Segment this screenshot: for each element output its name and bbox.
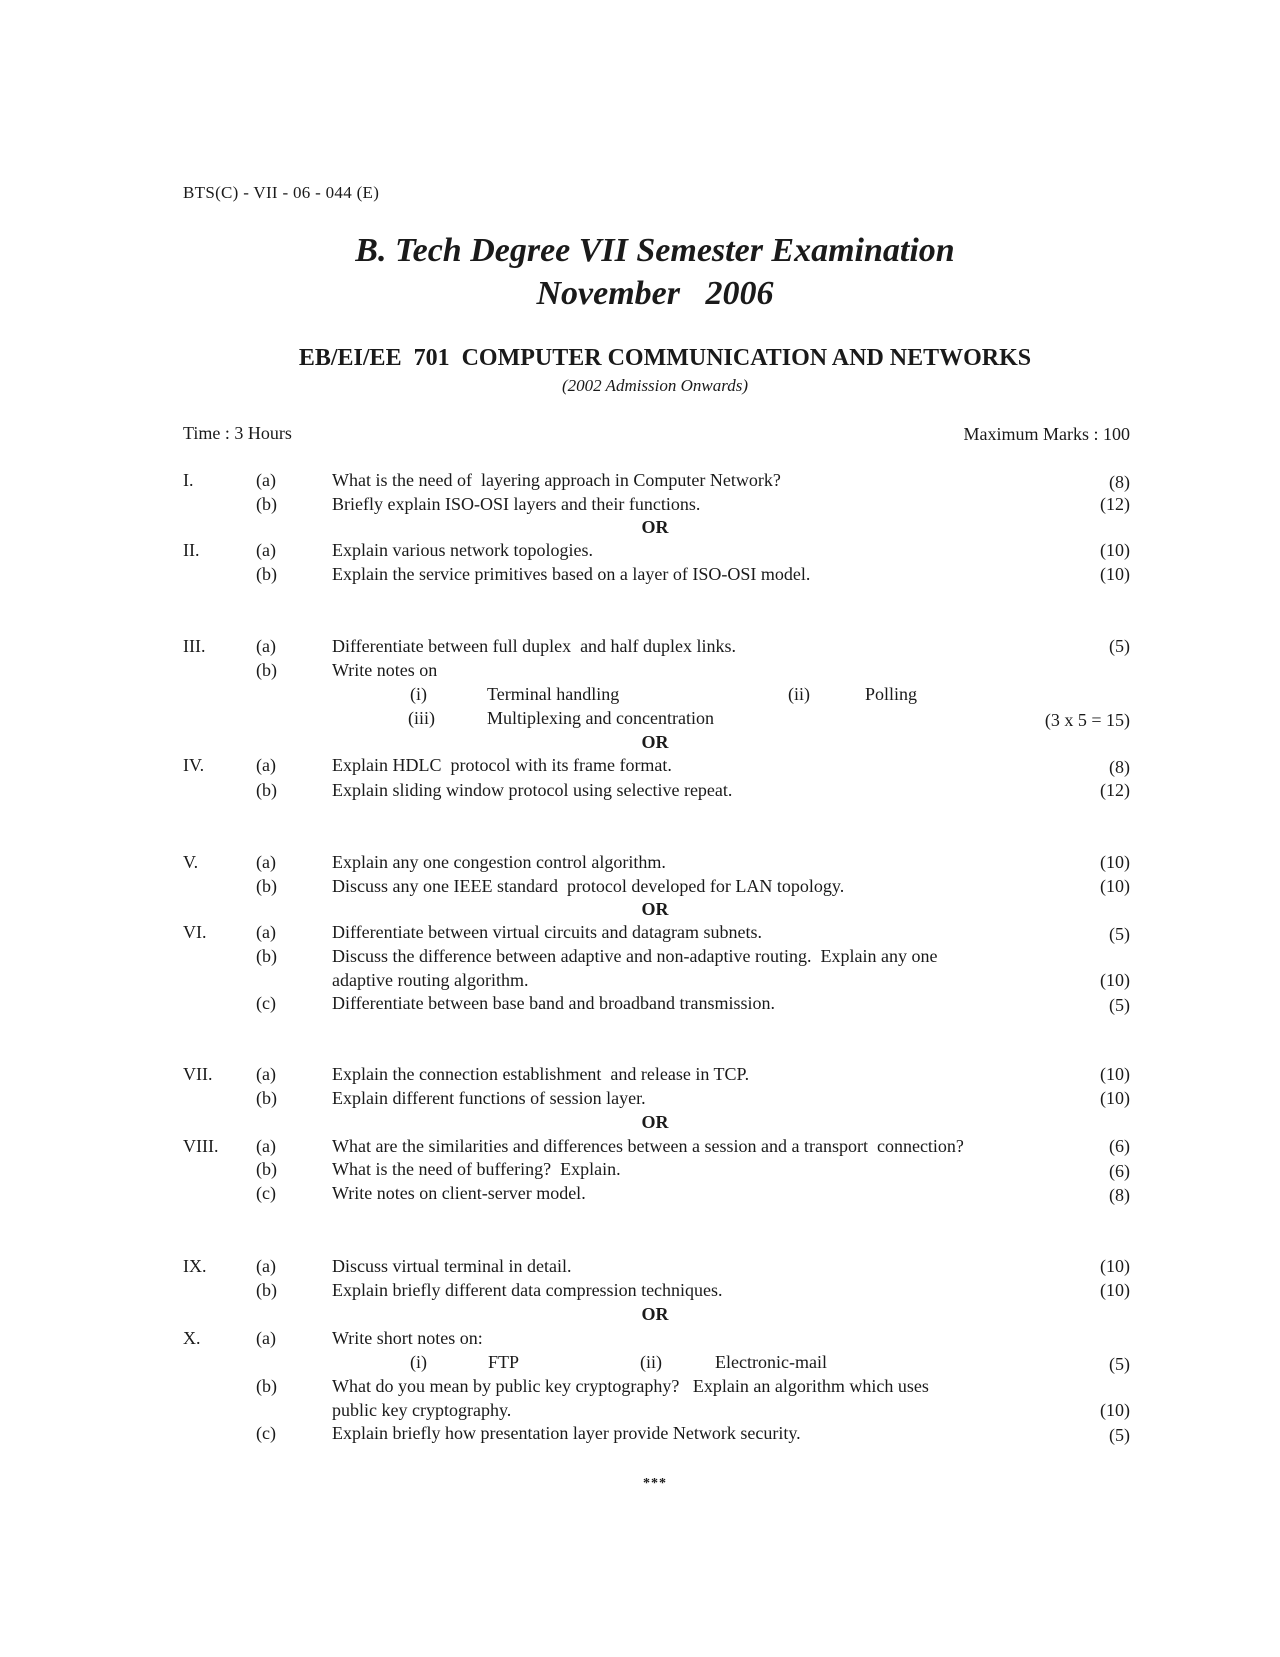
question-text: Explain sliding window protocol using selective repeat. [332,780,733,800]
marks: (5) [1109,995,1130,1015]
marks: (10) [1100,1088,1130,1108]
marks: (10) [1100,540,1130,560]
marks: (10) [1100,1064,1130,1084]
sub-part-label: (i) [410,1352,427,1372]
marks: (6) [1109,1161,1130,1181]
sub-part-text: Multiplexing and concentration [487,708,714,728]
admission-note: (2002 Admission Onwards) [561,376,749,395]
part-label: (b) [256,780,277,800]
question-number: IV. [183,755,205,775]
marks: (10) [1100,1256,1130,1276]
part-label: (b) [256,494,277,514]
question-text: What is the need of layering approach in Computer Network? [332,470,781,490]
part-label: (b) [256,660,277,680]
end-of-paper-mark: *** [643,1476,667,1491]
question-number: VIII. [183,1136,219,1156]
question-number: III. [183,636,206,656]
part-label: (a) [256,470,276,490]
marks: (10) [1100,852,1130,872]
marks: (6) [1109,1136,1130,1156]
sub-part-label: (ii) [640,1352,662,1372]
part-label: (c) [256,1183,276,1203]
part-label: (c) [256,1423,276,1443]
marks: (10) [1100,1280,1130,1300]
sub-part-text: Electronic-mail [715,1352,827,1372]
question-text: Discuss virtual terminal in detail. [332,1256,572,1276]
question-text: Discuss any one IEEE standard protocol developed for LAN topology. [332,876,845,896]
question-text: Briefly explain ISO-OSI layers and their functions. [332,494,701,514]
part-label: (b) [256,1088,277,1108]
question-text: What are the similarities and differences between a session and a transport connection? [332,1136,964,1156]
sub-part-text: FTP [488,1352,520,1372]
marks: (8) [1109,1185,1130,1205]
marks: (10) [1100,1400,1130,1420]
sub-part-text: Polling [865,684,918,704]
question-text: Write notes on [332,660,438,680]
part-label: (c) [256,993,276,1013]
question-number: IX. [183,1256,207,1276]
question-text: Explain the service primitives based on a layer of ISO-OSI model. [332,564,811,584]
part-label: (a) [256,922,276,942]
question-text: Differentiate between full duplex and half duplex links. [332,636,737,656]
marks: (8) [1109,757,1130,777]
marks: (12) [1100,780,1130,800]
question-number: X. [183,1328,201,1348]
question-text: Write short notes on: [332,1328,483,1348]
exam-date: November 2006 [536,275,774,312]
question-text-continued: adaptive routing algorithm. [332,970,529,990]
question-text: Differentiate between virtual circuits and datagram subnets. [332,922,763,942]
question-number: VI. [183,922,207,942]
question-text: What do you mean by public key cryptography? Explain an algorithm which uses [332,1376,929,1396]
part-label: (b) [256,1280,277,1300]
question-text: Explain various network topologies. [332,540,593,560]
part-label: (b) [256,946,277,966]
marks: (5) [1109,1425,1130,1445]
question-text: Explain briefly how presentation layer provide Network security. [332,1423,801,1443]
part-label: (b) [256,1376,277,1396]
or-separator: OR [641,1112,669,1132]
part-label: (a) [256,1064,276,1084]
paper-code: BTS(C) - VII - 06 - 044 (E) [183,183,380,202]
question-text: Explain any one congestion control algorithm. [332,852,666,872]
maximum-marks: Maximum Marks : 100 [963,424,1130,444]
question-number: II. [183,540,200,560]
part-label: (a) [256,755,276,775]
marks: (5) [1109,1354,1130,1374]
question-text: Explain HDLC protocol with its frame format. [332,755,672,775]
exam-title: B. Tech Degree VII Semester Examination [355,232,955,269]
or-separator: OR [641,899,669,919]
marks: (8) [1109,472,1130,492]
part-label: (b) [256,876,277,896]
sub-part-text: Terminal handling [487,684,620,704]
marks: (5) [1109,636,1130,656]
part-label: (a) [256,636,276,656]
or-separator: OR [641,517,669,537]
sub-part-label: (ii) [788,684,810,704]
question-number: I. [183,470,194,490]
sub-part-label: (iii) [408,708,435,728]
part-label: (b) [256,564,277,584]
part-label: (a) [256,1256,276,1276]
marks: (3 x 5 = 15) [1044,710,1130,730]
time-allowed: Time : 3 Hours [183,423,292,443]
part-label: (a) [256,852,276,872]
question-number: VII. [183,1064,213,1084]
question-text-continued: public key cryptography. [332,1400,512,1420]
sub-part-label: (i) [410,684,427,704]
part-label: (b) [256,1159,277,1179]
question-text: Differentiate between base band and broadband transmission. [332,993,776,1013]
marks: (5) [1109,924,1130,944]
or-separator: OR [641,1304,669,1324]
part-label: (a) [256,540,276,560]
marks: (10) [1100,970,1130,990]
or-separator: OR [641,732,669,752]
marks: (12) [1100,494,1130,514]
question-text: Explain briefly different data compression techniques. [332,1280,723,1300]
question-text: Explain the connection establishment and release in TCP. [332,1064,750,1084]
marks: (10) [1100,564,1130,584]
question-text: What is the need of buffering? Explain. [332,1159,621,1179]
subject-title: EB/EI/EE 701 COMPUTER COMMUNICATION AND NETWORKS [298,345,1032,371]
question-number: V. [183,852,199,872]
part-label: (a) [256,1328,276,1348]
question-text: Discuss the difference between adaptive and non-adaptive routing. Explain any one [332,946,938,966]
marks: (10) [1100,876,1130,896]
question-text: Explain different functions of session layer. [332,1088,646,1108]
part-label: (a) [256,1136,276,1156]
question-text: Write notes on client-server model. [332,1183,586,1203]
